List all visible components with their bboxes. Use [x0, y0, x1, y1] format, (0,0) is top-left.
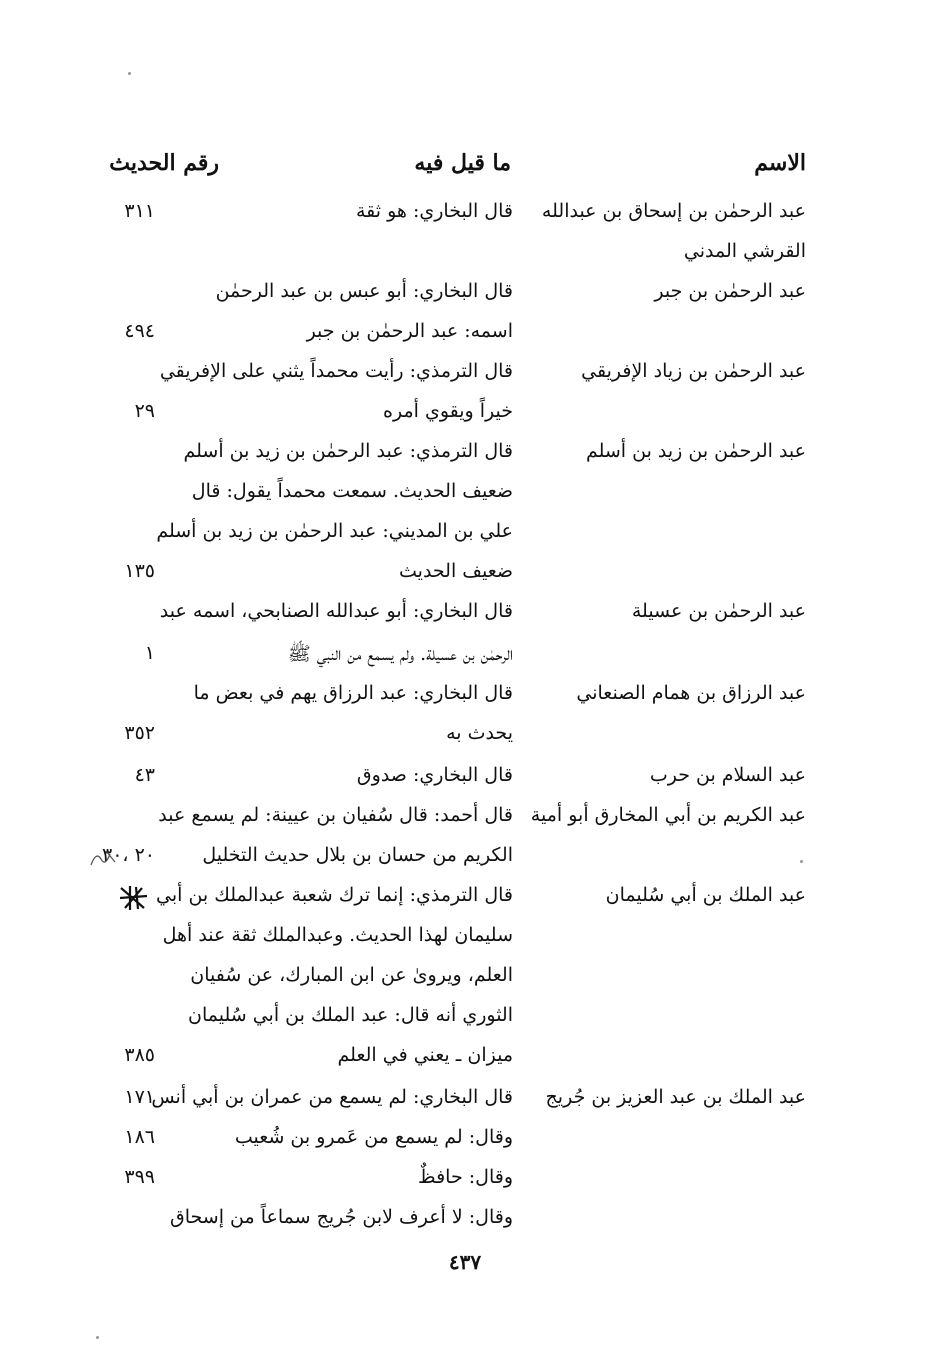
critique-text: قال البخاري: عبد الرزاق يهم في بعض ما [193, 682, 513, 704]
table-row [0, 722, 931, 762]
narrator-name: عبد الملك بن أبي سُليمان [605, 884, 806, 906]
column-header-said: ما قيل فيه [414, 150, 511, 176]
critique-text: سليمان لهذا الحديث. وعبدالملك ثقة عند أهل [162, 924, 513, 946]
narrator-name: عبد الرحمٰن بن زياد الإفريقي [581, 360, 806, 382]
table-row [0, 360, 931, 400]
table-row [0, 804, 931, 844]
handwritten-pencil-mark [88, 845, 118, 871]
table-row [0, 1044, 931, 1084]
table-row [0, 924, 931, 964]
critique-text: الرحمٰن بن عسيلة. ولم يسمع من النبي ﷺ [287, 643, 513, 665]
table-row [0, 320, 931, 360]
table-row [0, 600, 931, 640]
table-row [0, 1206, 931, 1246]
narrator-name: عبد الرحمٰن بن جبر [654, 280, 806, 302]
table-row [0, 964, 931, 1004]
table-row [0, 440, 931, 480]
hadith-number: ١٣٥ [124, 560, 155, 582]
narrator-name: عبد الرزاق بن همام الصنعاني [576, 682, 806, 704]
critique-text: علي بن المديني: عبد الرحمٰن بن زيد بن أسلم [156, 520, 513, 542]
scan-speck [800, 860, 803, 863]
table-row [0, 682, 931, 722]
critique-text: قال البخاري: أبو عبدالله الصنابحي، اسمه عبد [159, 600, 513, 622]
table-row [0, 400, 931, 440]
critique-text: قال أحمد: قال سُفيان بن عيينة: لم يسمع عبد [158, 804, 513, 826]
hadith-number: ٢٩ [134, 400, 155, 422]
critique-text: قال البخاري: لم يسمع من عمران بن أبي أنس [151, 1086, 513, 1108]
column-header-name: الاسم [754, 150, 806, 176]
narrator-name: عبد الرحمٰن بن زيد بن أسلم [585, 440, 806, 462]
hadith-number: ٢٠ ،٣٠ [101, 844, 155, 866]
table-row [0, 642, 931, 682]
hadith-number: ٣١١ [124, 200, 155, 222]
table-row [0, 240, 931, 280]
narrator-name: عبد الرحمٰن بن إسحاق بن عبدالله [541, 200, 806, 222]
table-row [0, 480, 931, 520]
table-row [0, 520, 931, 560]
critique-text: اسمه: عبد الرحمٰن بن جبر [306, 320, 513, 342]
critique-text: وقال: حافظٌ [418, 1166, 513, 1188]
table-row [0, 280, 931, 320]
table-row [0, 1126, 931, 1166]
critique-text: يحدث به [446, 722, 513, 744]
critique-text: وقال: لا أعرف لابن جُريج سماعاً من إسحاق [170, 1206, 513, 1228]
handwritten-pen-mark [116, 884, 150, 912]
hadith-number: ١٨٦ [124, 1126, 155, 1148]
critique-text: قال الترمذي: إنما ترك شعبة عبدالملك بن أبي [156, 884, 513, 906]
critique-text: قال البخاري: صدوق [356, 764, 513, 786]
critique-text: الكريم من حسان بن بلال حديث التخليل [202, 844, 513, 866]
critique-text: قال الترمذي: رأيت محمداً يثني على الإفريقي [159, 360, 513, 382]
critique-text: ضعيف الحديث [399, 560, 513, 582]
hadith-number: ٤٩٤ [124, 320, 155, 342]
narrator-name: القرشي المدني [683, 240, 806, 262]
critique-text: خيراً ويقوي أمره [383, 400, 513, 422]
table-row [0, 844, 931, 884]
narrator-name: عبد السلام بن حرب [649, 764, 806, 786]
hadith-number: ٤٣ [134, 764, 155, 786]
table-row [0, 764, 931, 804]
critique-text: قال البخاري: أبو عبس بن عبد الرحمٰن [215, 280, 513, 302]
table-row [0, 1166, 931, 1206]
hadith-number: ٣٨٥ [124, 1044, 155, 1066]
table-row [0, 560, 931, 600]
hadith-number: ٣٩٩ [124, 1166, 155, 1188]
scan-speck [128, 72, 131, 75]
scan-speck [96, 1336, 99, 1339]
hadith-number: ٣٥٢ [124, 722, 155, 744]
narrator-name: عبد الكريم بن أبي المخارق أبو أمية [530, 804, 806, 826]
critique-text: الثوري أنه قال: عبد الملك بن أبي سُليمان [188, 1004, 513, 1026]
hadith-number: ١ [144, 642, 155, 664]
hadith-number: ١٧١ [124, 1086, 155, 1108]
critique-text: العلم، ويروىٰ عن ابن المبارك، عن سُفيان [190, 964, 513, 986]
column-header-hadith-number: رقم الحديث [109, 150, 219, 176]
critique-text: ميزان ـ يعني في العلم [337, 1044, 513, 1066]
narrator-name: عبد الرحمٰن بن عسيلة [631, 600, 806, 622]
table-row [0, 200, 931, 240]
critique-text: ضعيف الحديث. سمعت محمداً يقول: قال [191, 480, 513, 502]
critique-text: قال البخاري: هو ثقة [355, 200, 513, 222]
critique-text: قال الترمذي: عبد الرحمٰن بن زيد بن أسلم [183, 440, 513, 462]
table-row [0, 1004, 931, 1044]
narrator-name: عبد الملك بن عبد العزيز بن جُريج [545, 1086, 806, 1108]
page-number: ٤٣٧ [448, 1250, 482, 1274]
critique-text: وقال: لم يسمع من عَمرو بن شُعيب [234, 1126, 513, 1148]
table-row [0, 1086, 931, 1126]
